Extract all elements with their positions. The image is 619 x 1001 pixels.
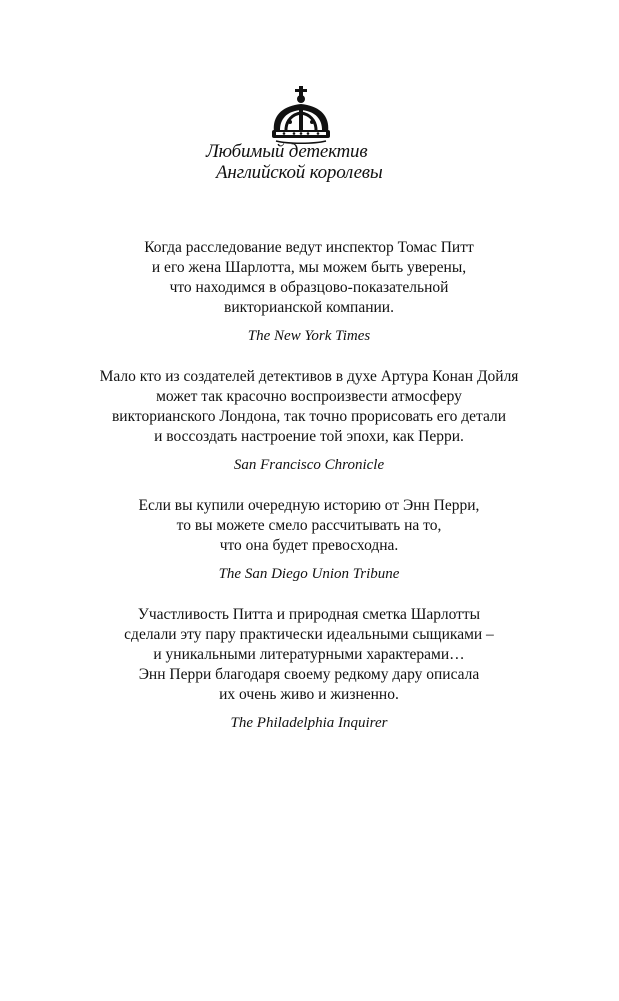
quote-line: то вы можете смело рассчитывать на то, — [176, 517, 442, 534]
quote-line: что она будет превосходна. — [219, 537, 399, 554]
quote-block — [40, 238, 578, 346]
quote-source: The Philadelphia Inquirer — [230, 715, 388, 731]
quote-source: San Francisco Chronicle — [233, 457, 385, 473]
quote-line: что находимся в образцово-показательной — [169, 279, 449, 296]
quote-line: Когда расследование ведут инспектор Томас Питт — [144, 239, 474, 256]
quote-block — [40, 605, 578, 733]
quote-line: Энн Перри благодаря своему редкому дару описала — [138, 666, 480, 683]
quote-line: викторианского Лондона, так точно прорисовать его детали — [111, 408, 507, 425]
quote-line: Если вы купили очередную историю от Энн Перри, — [138, 497, 480, 514]
quote-line: и воссоздать настроение той эпохи, как Перри. — [154, 428, 464, 445]
quote-line: викторианской компании. — [224, 299, 394, 316]
quote-line: Мало кто из создателей детективов в духе Артура Конан Дойля — [99, 368, 519, 385]
quote-line: сделали эту пару практически идеальными сыщиками – — [124, 626, 494, 643]
quote-source: The San Diego Union Tribune — [218, 566, 400, 582]
quote-line: их очень живо и жизненно. — [219, 686, 399, 703]
series-title-line-1: Любимый детектив — [206, 141, 368, 162]
quote-line: и его жена Шарлотта, мы можем быть уверены, — [151, 259, 467, 276]
quote-line: Участливость Питта и природная сметка Шарлотты — [137, 606, 481, 623]
series-logo — [192, 86, 422, 196]
quote-line: и уникальными литературными характерами… — [153, 646, 465, 663]
quote-source: The New York Times — [247, 328, 371, 344]
quote-line: может так красочно воспроизвести атмосферу — [156, 388, 462, 405]
crown-icon — [266, 86, 336, 146]
series-title-line-2: Английской королевы — [216, 162, 383, 183]
praise-quotes — [40, 238, 578, 754]
quote-block — [40, 496, 578, 584]
quote-block — [40, 367, 578, 475]
